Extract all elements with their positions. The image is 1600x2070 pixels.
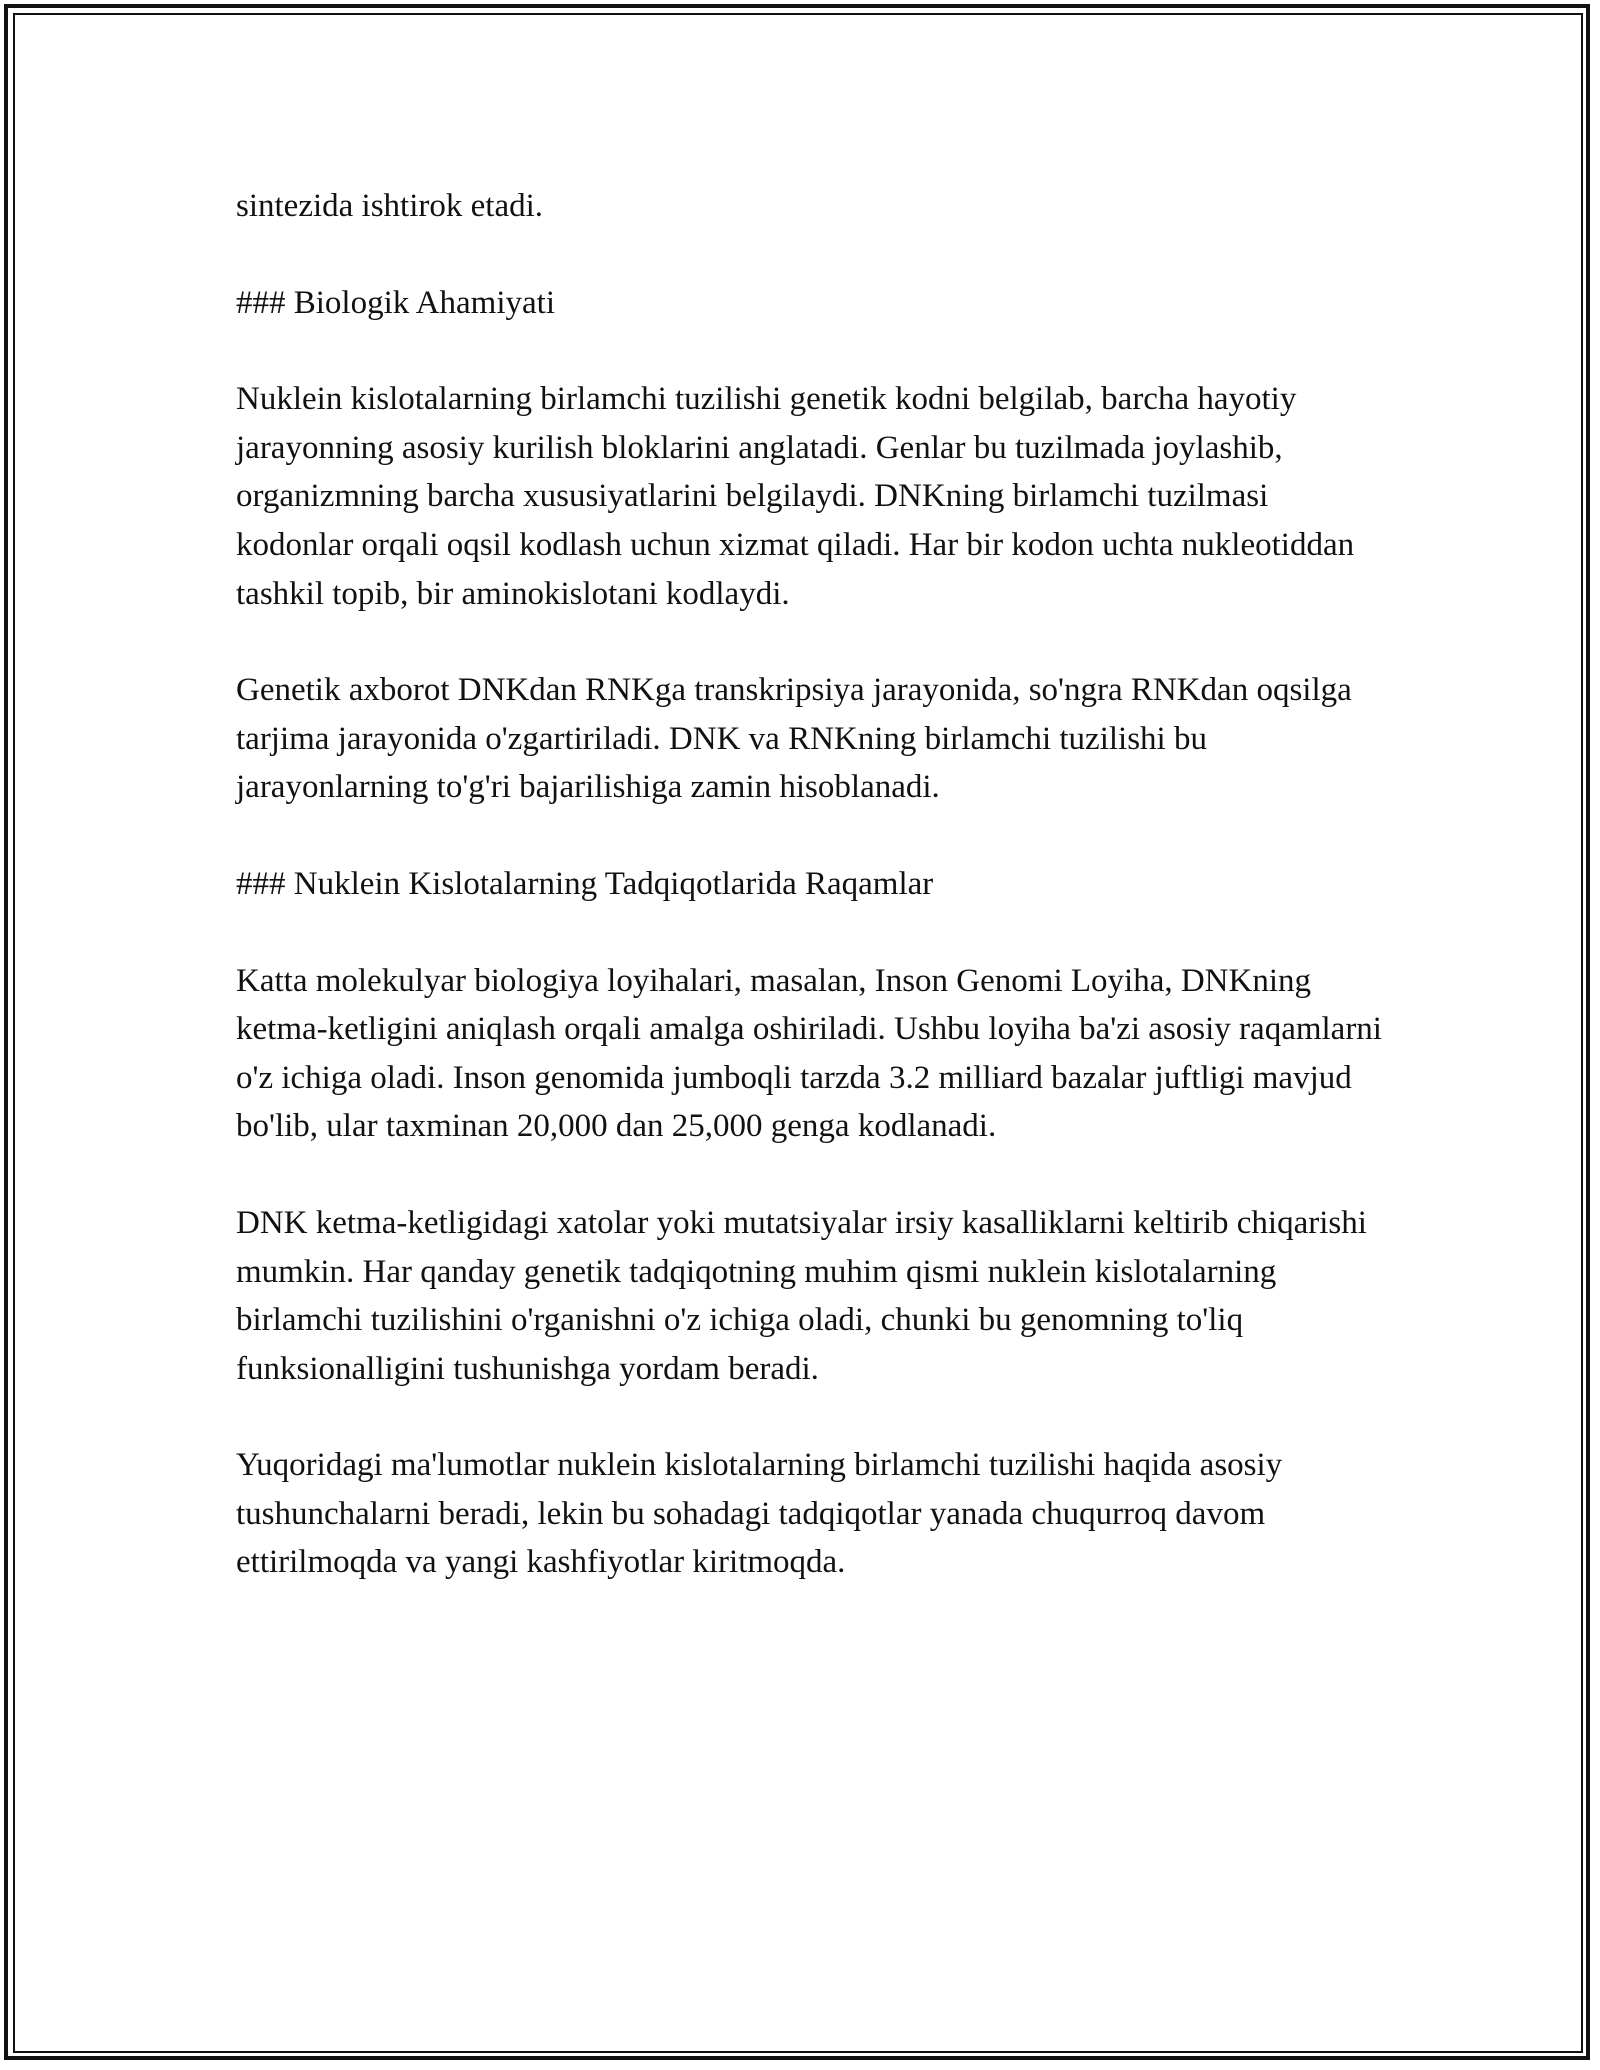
paragraph-conclusion: Yuqoridagi ma'lumotlar nuklein kislotalarning birlamchi tuzilishi haqida asosiy tushunchalarni beradi, lekin bu sohadagi tadqiqotlar yanada chuqurroq davom ettirilmoqda va yangi kashfiyotlar kiritmoqda. <box>236 1447 1283 1581</box>
section-heading-biologik-ahamiyati: ### Biologik Ahamiyati <box>236 284 555 321</box>
document-body <box>236 182 1386 1635</box>
section-heading-raqamlar: ### Nuklein Kislotalarning Tadqiqotlarida Raqamlar <box>236 865 934 902</box>
paragraph-genetic-code: Nuklein kislotalarning birlamchi tuzilishi genetik kodni belgilab, barcha hayotiy jarayonning asosiy kurilish bloklarini anglatadi. Genlar bu tuzilmada joylashib, organizmning barcha xususiyatlarini belgilaydi. DNKning birlamchi tuzilmasi kodonlar orqali oqsil kodlash uchun xizmat qiladi. Har bir kodon uchta nukleotiddan tashkil topib, bir aminokislotani kodlaydi. <box>236 381 1355 612</box>
paragraph-mutations: DNK ketma-ketligidagi xatolar yoki mutatsiyalar irsiy kasalliklarni keltirib chiqarishi mumkin. Har qanday genetik tadqiqotning muhim qismi nuklein kislotalarning birlamchi tuzilishini o'rganishni o'z ichiga oladi, chunki bu genomning to'liq funksionalligini tushunishga yordam beradi. <box>236 1204 1367 1387</box>
paragraph-continuation: sintezida ishtirok etadi. <box>236 188 544 224</box>
paragraph-genome-project: Katta molekulyar biologiya loyihalari, masalan, Inson Genomi Loyiha, DNKning ketma-ketligini aniqlash orqali amalga oshiriladi. Ushbu loyiha ba'zi asosiy raqamlarni o'z ichiga oladi. Inson genomida jumboqli tarzda 3.2 milliard bazalar juftligi mavjud bo'lib, ular taxminan 20,000 dan 25,000 genga kodlanadi. <box>236 962 1382 1145</box>
paragraph-transcription: Genetik axborot DNKdan RNKga transkripsiya jarayonida, so'ngra RNKdan oqsilga tarjima jarayonida o'zgartiriladi. DNK va RNKning birlamchi tuzilishi bu jarayonlarning to'g'ri bajarilishiga zamin hisoblanadi. <box>236 672 1352 806</box>
